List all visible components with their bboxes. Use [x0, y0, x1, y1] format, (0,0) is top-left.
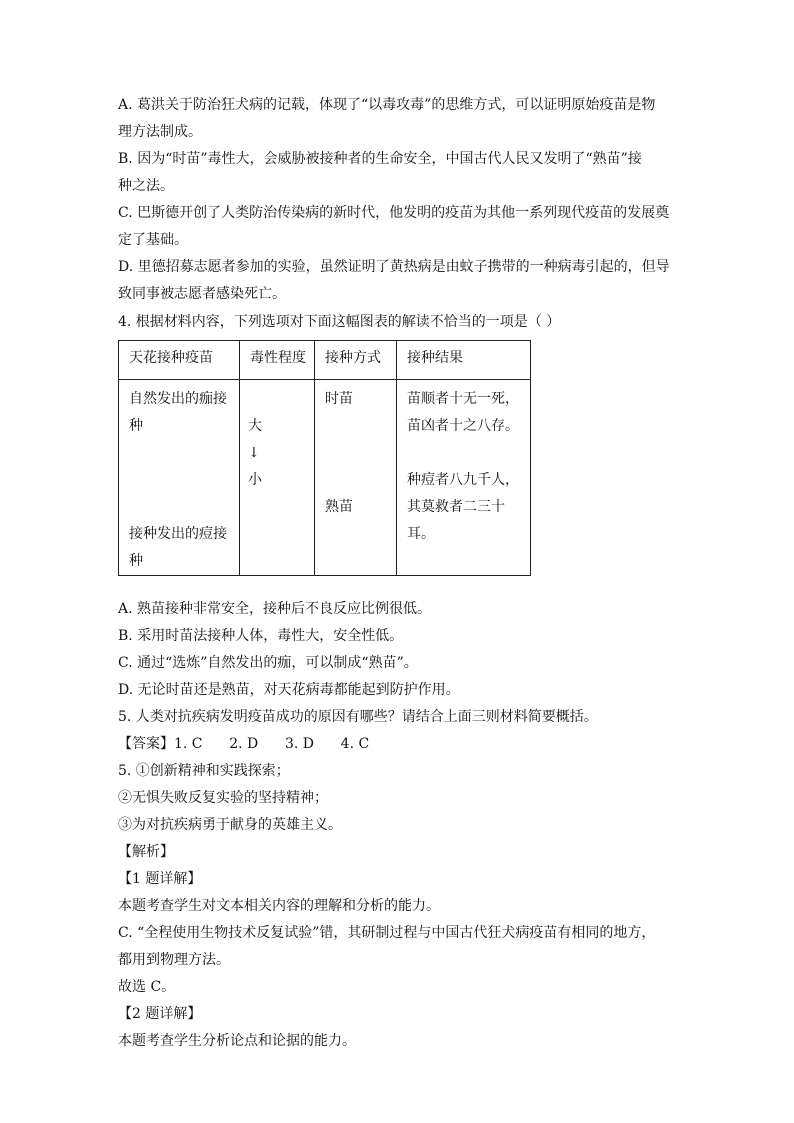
section-1-c-line1: C. “全程使用生物技术反复试验”错，其研制过程与中国古代狂犬病疫苗有相同的地方，: [118, 925, 656, 941]
table-cell-method: [315, 380, 397, 576]
question-5-stem: 5. 人类对抗疾病发明疫苗成功的原因有哪些？请结合上面三则材料简要概括。: [118, 709, 598, 725]
method-top: 时苗: [325, 391, 353, 407]
table-row: [119, 380, 531, 576]
analysis-heading: 【解析】: [118, 844, 174, 860]
answer-5-point-3: ③为对抗疾病勇于献身的英雄主义。: [118, 817, 342, 833]
answer-5-point-2: ②无惧失败反复实验的坚持精神；: [118, 790, 328, 806]
table-header-cell: 接种结果: [397, 341, 531, 380]
toxicity-low: 小: [248, 472, 262, 488]
option-c-line1: C. 巴斯德开创了人类防治传染病的新时代，他发明的疫苗为其他一系列现代疫苗的发展奠: [118, 205, 670, 221]
option-b-line1: B. 因为“时苗”毒性大，会威胁被接种者的生命安全，中国古代人民又发明了“熟苗”接: [118, 151, 642, 167]
option-b-line2: 种之法。: [118, 178, 174, 194]
method-bottom: 熟苗: [325, 499, 353, 515]
table-cell-toxicity: [240, 380, 315, 576]
vaccine-bottom: 接种发出的痘接种: [129, 526, 227, 569]
result-line: 苗凶者十之八存。: [407, 418, 519, 434]
section-1-choice: 故选 C。: [118, 979, 176, 995]
vaccine-top: 自然发出的痂接种: [129, 391, 227, 434]
answer-5-point-1: 5. ①创新精神和实践探索；: [118, 763, 290, 779]
question-4-stem: 4. 根据材料内容，下列选项对下面这幅图表的解读不恰当的一项是（ ）: [118, 314, 561, 330]
section-1-c-line2: 都用到物理方法。: [118, 952, 230, 968]
vaccine-table: [118, 340, 531, 576]
down-arrow-icon: ↓: [248, 445, 260, 461]
option-c-line2: 定了基础。: [118, 232, 188, 248]
table-header-cell: 毒性程度: [240, 341, 315, 380]
table-header-cell: 接种方式: [315, 341, 397, 380]
option-d-line2: 致同事被志愿者感染死亡。: [118, 286, 286, 302]
document-body: [118, 92, 678, 1055]
q4-option-d: D. 无论时苗还是熟苗，对天花病毒都能起到防护作用。: [118, 682, 460, 698]
section-1-text: 本题考查学生对文本相关内容的理解和分析的能力。: [118, 898, 440, 914]
result-line: 苗顺者十无一死，: [407, 391, 519, 407]
toxicity-high: 大: [248, 418, 262, 434]
q4-option-c: C. 通过“选炼”自然发出的痂，可以制成“熟苗”。: [118, 655, 418, 671]
option-a-line1: A. 葛洪关于防治狂犬病的记载，体现了“以毒攻毒”的思维方式，可以证明原始疫苗是物: [118, 97, 656, 113]
result-line: 其莫救者二三十耳。: [407, 499, 505, 542]
section-1-heading: 【1 题详解】: [118, 871, 202, 887]
q4-option-b: B. 采用时苗法接种人体，毒性大，安全性低。: [118, 628, 404, 644]
result-line: 种痘者八九千人，: [407, 472, 519, 488]
q4-option-a: A. 熟苗接种非常安全，接种后不良反应比例很低。: [118, 601, 432, 617]
table-cell-vaccine: [119, 380, 240, 576]
section-2-heading: 【2 题详解】: [118, 1006, 202, 1022]
table-header-cell: 天花接种疫苗: [119, 341, 240, 380]
table-cell-result: [397, 380, 531, 576]
section-2-text: 本题考查学生分析论点和论据的能力。: [118, 1033, 356, 1049]
option-d-line1: D. 里德招募志愿者参加的实验，虽然证明了黄热病是由蚊子携带的一种病毒引起的，但导: [118, 259, 670, 275]
table-header-row: [119, 341, 531, 380]
option-a-line2: 理方法制成。: [118, 124, 202, 140]
answer-line: 【答案】1. C 2. D 3. D 4. C: [118, 736, 370, 752]
